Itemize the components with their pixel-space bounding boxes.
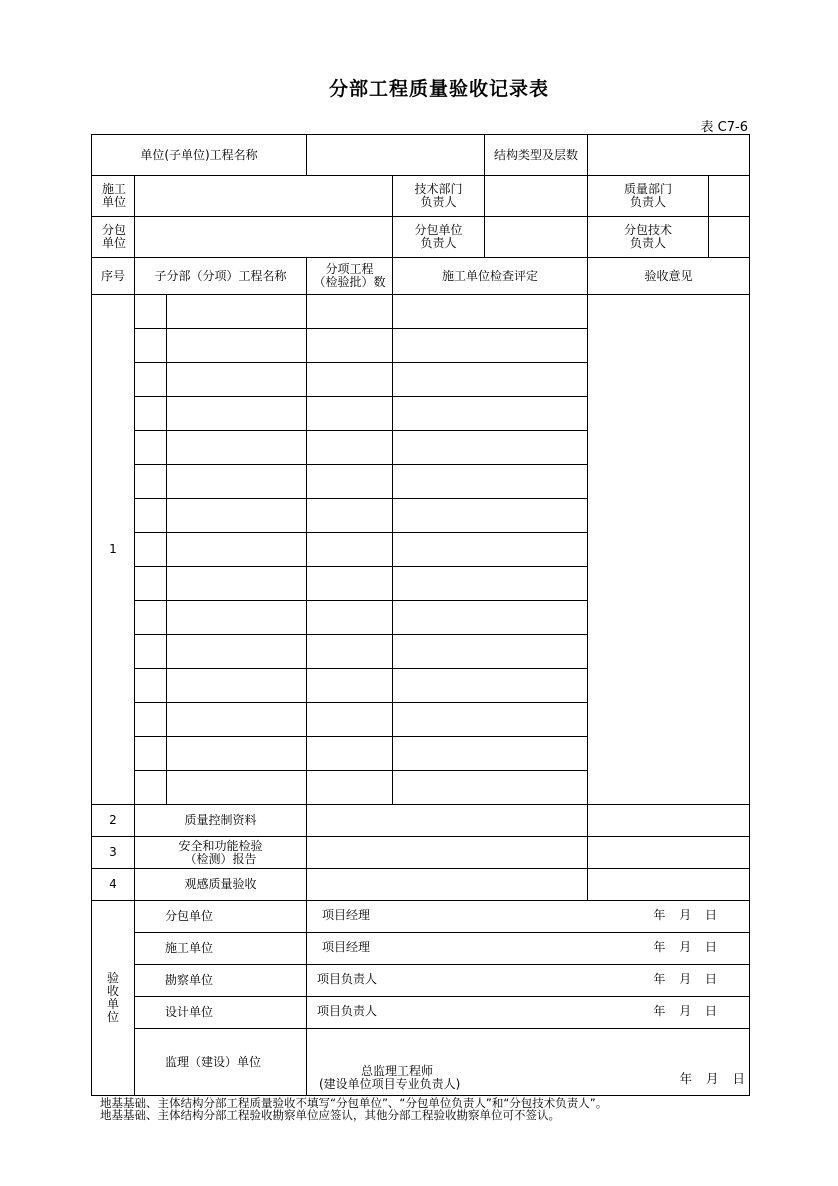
form-notes — [100, 1097, 607, 1121]
check-cell[interactable] — [393, 533, 588, 567]
project-name-label: 单位(子单位)工程名称 — [92, 135, 307, 176]
sub-index-cell[interactable] — [135, 635, 167, 669]
supervision-sign-cell[interactable] — [307, 1029, 750, 1096]
row3-label: 安全和功能检验 （检测）报告 — [135, 837, 307, 869]
count-cell[interactable] — [307, 533, 393, 567]
check-cell[interactable] — [393, 669, 588, 703]
col-seq: 序号 — [92, 258, 135, 295]
check-cell[interactable] — [393, 431, 588, 465]
check-cell[interactable] — [393, 771, 588, 805]
check-cell[interactable] — [393, 329, 588, 363]
sub-index-cell[interactable] — [135, 363, 167, 397]
count-cell[interactable] — [307, 329, 393, 363]
design-sign-unit: 设计单位 — [135, 997, 307, 1029]
supervision-role-subtitle: (建设单位项目专业负责人) — [319, 1077, 461, 1091]
sub-index-cell[interactable] — [135, 533, 167, 567]
table-row — [92, 295, 750, 329]
structure-label: 结构类型及层数 — [485, 135, 588, 176]
sub-index-cell[interactable] — [135, 295, 167, 329]
sub-index-cell[interactable] — [135, 499, 167, 533]
row1-opinion-cell[interactable] — [588, 295, 750, 805]
sub-index-cell[interactable] — [135, 329, 167, 363]
check-cell[interactable] — [393, 363, 588, 397]
count-cell[interactable] — [307, 397, 393, 431]
tech-dept-head-field[interactable] — [485, 176, 588, 217]
acceptance-record-table — [91, 134, 750, 1096]
col-count: 分项工程 （检验批）数 — [307, 258, 393, 295]
sub-index-cell[interactable] — [135, 397, 167, 431]
sub-tech-head-label: 分包技术 负责人 — [588, 217, 709, 258]
row4-check-cell[interactable] — [307, 869, 588, 901]
sub-name-cell[interactable] — [167, 465, 307, 499]
count-cell[interactable] — [307, 363, 393, 397]
row2-label: 质量控制资料 — [135, 805, 307, 837]
check-cell[interactable] — [393, 567, 588, 601]
sub-index-cell[interactable] — [135, 465, 167, 499]
survey-sign-unit: 勘察单位 — [135, 965, 307, 997]
construction-sign-unit: 施工单位 — [135, 933, 307, 965]
sub-name-cell[interactable] — [167, 703, 307, 737]
sub-name-cell[interactable] — [167, 499, 307, 533]
structure-field[interactable] — [588, 135, 750, 176]
sub-tech-head-field[interactable] — [709, 217, 750, 258]
construction-unit-label: 施工单位 — [92, 176, 135, 217]
check-cell[interactable] — [393, 295, 588, 329]
subcontract-sign-cell[interactable] — [307, 901, 750, 933]
construction-unit-field[interactable] — [135, 176, 393, 217]
sub-name-cell[interactable] — [167, 431, 307, 465]
sub-name-cell[interactable] — [167, 397, 307, 431]
survey-sign-role: 项目负责人 — [317, 972, 378, 986]
col-opinion: 验收意见 — [588, 258, 750, 295]
sub-name-cell[interactable] — [167, 329, 307, 363]
construction-sign-role: 项目经理 — [322, 940, 371, 954]
sub-index-cell[interactable] — [135, 431, 167, 465]
row1-seq: 1 — [92, 295, 135, 805]
survey-sign-cell[interactable] — [307, 965, 750, 997]
construction-sign-cell[interactable] — [307, 933, 750, 965]
check-cell[interactable] — [393, 601, 588, 635]
sub-unit-head-label: 分包单位 负责人 — [393, 217, 485, 258]
construction-sign-date: 年 月 日 — [653, 940, 718, 954]
subcontract-sign-role: 项目经理 — [322, 908, 371, 922]
row2-seq: 2 — [92, 805, 135, 837]
quality-dept-head-field[interactable] — [709, 176, 750, 217]
count-cell[interactable] — [307, 567, 393, 601]
sub-index-cell[interactable] — [135, 567, 167, 601]
count-cell[interactable] — [307, 499, 393, 533]
survey-sign-date: 年 月 日 — [653, 972, 718, 986]
sub-name-cell[interactable] — [167, 363, 307, 397]
sub-name-cell[interactable] — [167, 737, 307, 771]
count-cell[interactable] — [307, 601, 393, 635]
sub-index-cell[interactable] — [135, 669, 167, 703]
design-sign-cell[interactable] — [307, 997, 750, 1029]
sub-name-cell[interactable] — [167, 669, 307, 703]
project-name-field[interactable] — [307, 135, 485, 176]
check-cell[interactable] — [393, 635, 588, 669]
row4-label: 观感质量验收 — [135, 869, 307, 901]
sub-index-cell[interactable] — [135, 601, 167, 635]
sub-name-cell[interactable] — [167, 567, 307, 601]
subcontract-unit-label: 分包单位 — [92, 217, 135, 258]
count-cell[interactable] — [307, 771, 393, 805]
count-cell[interactable] — [307, 737, 393, 771]
sub-name-cell[interactable] — [167, 533, 307, 567]
sub-index-cell[interactable] — [135, 737, 167, 771]
tech-dept-head-label: 技术部门 负责人 — [393, 176, 485, 217]
count-cell[interactable] — [307, 465, 393, 499]
acceptance-units-label: 验 收 单 位 — [92, 901, 135, 1096]
subcontract-sign-unit: 分包单位 — [135, 901, 307, 933]
design-sign-role: 项目负责人 — [317, 1004, 378, 1018]
sub-name-cell[interactable] — [167, 295, 307, 329]
count-cell[interactable] — [307, 635, 393, 669]
col-check: 施工单位检查评定 — [393, 258, 588, 295]
note-line-1: 地基基础、主体结构分部工程质量验收不填写“分包单位”、“分包单位负责人”和“分包技术负责人”。 — [100, 1096, 608, 1110]
count-cell[interactable] — [307, 669, 393, 703]
form-code: 表 C7-6 — [700, 120, 748, 135]
col-sub-name: 子分部（分项）工程名称 — [135, 258, 307, 295]
check-cell[interactable] — [393, 397, 588, 431]
row3-check-cell[interactable] — [307, 837, 588, 869]
row2-check-cell[interactable] — [307, 805, 588, 837]
row2-opinion-cell[interactable] — [588, 805, 750, 837]
supervision-sign-unit: 监理（建设）单位 — [135, 1029, 307, 1096]
subcontract-sign-date: 年 月 日 — [653, 908, 718, 922]
row4-opinion-cell[interactable] — [588, 869, 750, 901]
row3-opinion-cell[interactable] — [588, 837, 750, 869]
check-cell[interactable] — [393, 703, 588, 737]
design-sign-date: 年 月 日 — [653, 1004, 718, 1018]
sub-index-cell[interactable] — [135, 703, 167, 737]
count-cell[interactable] — [307, 703, 393, 737]
sub-name-cell[interactable] — [167, 601, 307, 635]
count-cell[interactable] — [307, 431, 393, 465]
supervision-role-title: 总监理工程师 — [361, 1064, 434, 1078]
supervision-sign-date: 年 月 日 — [679, 1071, 746, 1086]
form-title: 分部工程质量验收记录表 — [328, 78, 549, 100]
sub-name-cell[interactable] — [167, 771, 307, 805]
row4-seq: 4 — [92, 869, 135, 901]
note-line-2: 地基基础、主体结构分部工程验收勘察单位应签认，其他分部工程验收勘察单位可不签认。 — [100, 1108, 560, 1122]
check-cell[interactable] — [393, 737, 588, 771]
subcontract-unit-field[interactable] — [135, 217, 393, 258]
check-cell[interactable] — [393, 499, 588, 533]
row3-seq: 3 — [92, 837, 135, 869]
sub-name-cell[interactable] — [167, 635, 307, 669]
sub-index-cell[interactable] — [135, 771, 167, 805]
check-cell[interactable] — [393, 465, 588, 499]
quality-dept-head-label: 质量部门 负责人 — [588, 176, 709, 217]
sub-unit-head-field[interactable] — [485, 217, 588, 258]
count-cell[interactable] — [307, 295, 393, 329]
